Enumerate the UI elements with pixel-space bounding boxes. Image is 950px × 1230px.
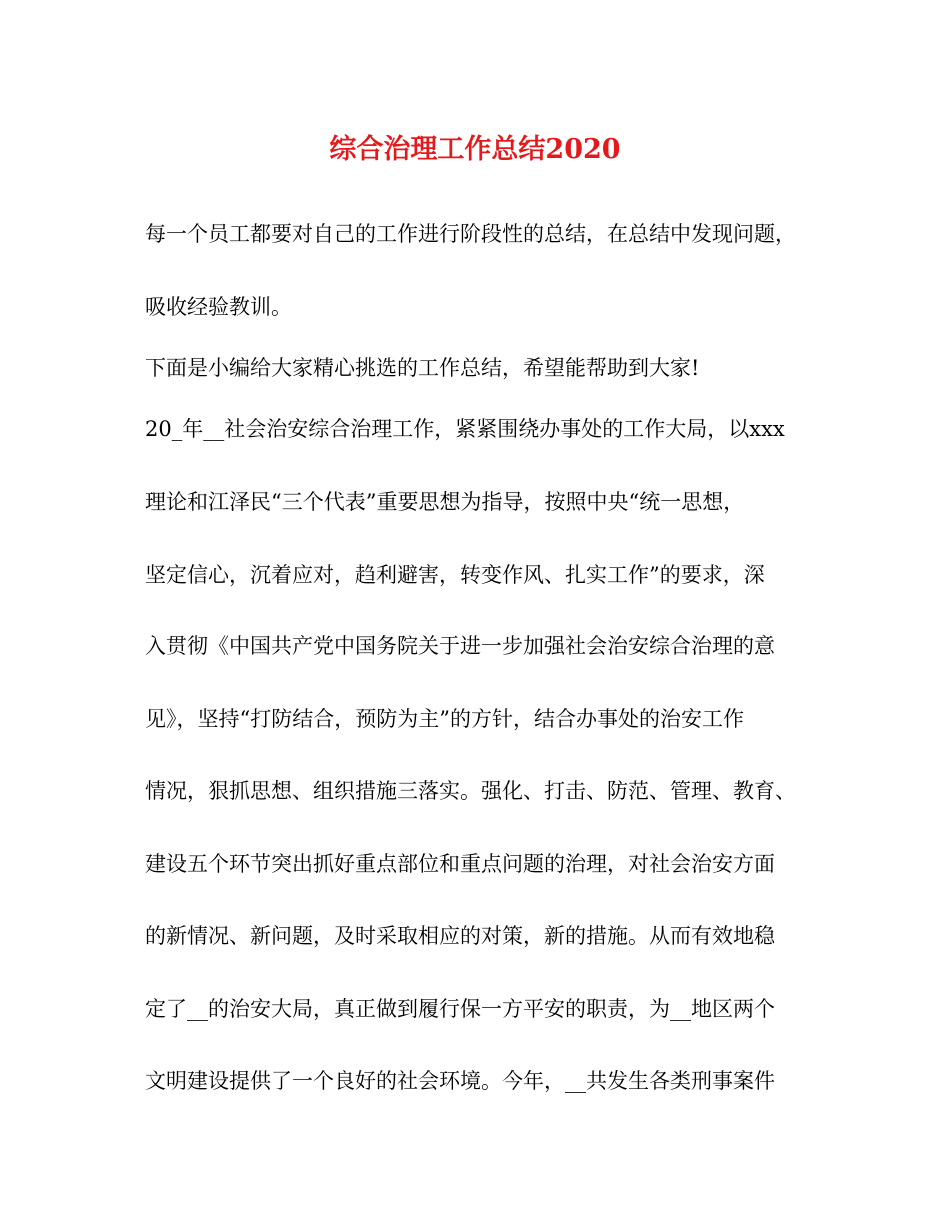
paragraph-line: 文明建设提供了一个良好的社会环境。今年，__共发生各类刑事案件 [145, 1069, 775, 1093]
paragraph-line: 吸收经验教训。 [145, 295, 292, 319]
paragraph-line: 见》，坚持“打防结合，预防为主”的方针，结合办事处的治安工作 [145, 707, 744, 731]
paragraph-line: 坚定信心，沉着应对，趋利避害，转变作风、扎实工作”的要求，深 [145, 563, 765, 587]
paragraph-line: 理论和江泽民“三个代表”重要思想为指导，按照中央“统一思想， [145, 490, 745, 514]
paragraph-line: 的新情况、新问题，及时采取相应的对策，新的措施。从而有效地稳 [145, 924, 775, 948]
paragraph-line: 建设五个环节突出抓好重点部位和重点问题的治理，对社会治安方面 [145, 852, 775, 876]
paragraph-line: 定了__的治安大局，真正做到履行保一方平安的职责，为__地区两个 [145, 997, 775, 1021]
paragraph-line: 每一个员工都要对自己的工作进行阶段性的总结，在总结中发现问题， [145, 222, 796, 246]
paragraph-line: 20_年__社会治安综合治理工作，紧紧围绕办事处的工作大局，以xxx [145, 417, 785, 441]
document-title: 综合治理工作总结2020 [329, 134, 621, 165]
paragraph-line: 入贯彻《中国共产党中国务院关于进一步加强社会治安综合治理的意 [145, 634, 775, 658]
paragraph-line: 下面是小编给大家精心挑选的工作总结，希望能帮助到大家! [145, 356, 700, 380]
paragraph-line: 情况，狠抓思想、组织措施三落实。强化、打击、防范、管理、教育、 [145, 779, 796, 803]
